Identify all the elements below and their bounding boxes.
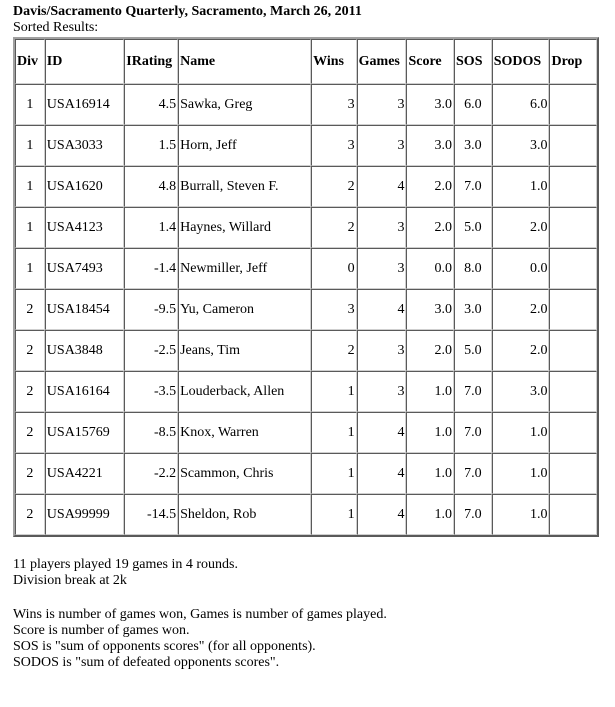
cell-id: USA16914 <box>45 84 124 125</box>
cell-score: 2.0 <box>406 166 454 207</box>
cell-sodos: 1.0 <box>492 166 550 207</box>
cell-drop <box>549 84 597 125</box>
cell-games: 3 <box>357 248 407 289</box>
cell-irating: 1.4 <box>124 207 178 248</box>
cell-wins: 2 <box>311 166 357 207</box>
cell-drop <box>549 371 597 412</box>
cell-drop <box>549 412 597 453</box>
cell-sos: 3.0 <box>454 125 492 166</box>
table-row <box>15 207 597 248</box>
summary <box>13 557 609 589</box>
cell-id: USA4221 <box>45 453 124 494</box>
cell-sodos: 1.0 <box>492 453 550 494</box>
cell-sodos: 3.0 <box>492 371 550 412</box>
cell-name: Newmiller, Jeff <box>178 248 311 289</box>
cell-div: 2 <box>15 494 45 535</box>
cell-drop <box>549 494 597 535</box>
note-sos: SOS is "sum of opponents scores" (for all opponents). <box>13 639 316 654</box>
cell-score: 3.0 <box>406 125 454 166</box>
column-header-score: Score <box>406 39 454 84</box>
cell-sos: 7.0 <box>454 453 492 494</box>
table-row <box>15 330 597 371</box>
table-row <box>15 166 597 207</box>
cell-sodos: 2.0 <box>492 289 550 330</box>
cell-drop <box>549 330 597 371</box>
cell-id: USA3033 <box>45 125 124 166</box>
cell-wins: 1 <box>311 494 357 535</box>
cell-games: 4 <box>357 412 407 453</box>
cell-games: 3 <box>357 84 407 125</box>
cell-score: 2.0 <box>406 330 454 371</box>
column-header-wins: Wins <box>311 39 357 84</box>
cell-games: 4 <box>357 289 407 330</box>
cell-div: 1 <box>15 166 45 207</box>
column-header-drop: Drop <box>549 39 597 84</box>
cell-irating: -3.5 <box>124 371 178 412</box>
cell-irating: -2.5 <box>124 330 178 371</box>
results-body <box>15 84 597 535</box>
cell-drop <box>549 207 597 248</box>
cell-div: 1 <box>15 248 45 289</box>
cell-irating: -8.5 <box>124 412 178 453</box>
results-table <box>13 37 599 537</box>
cell-wins: 1 <box>311 371 357 412</box>
cell-div: 2 <box>15 371 45 412</box>
cell-drop <box>549 289 597 330</box>
cell-irating: 4.5 <box>124 84 178 125</box>
notes <box>13 607 609 671</box>
table-row <box>15 494 597 535</box>
table-row <box>15 248 597 289</box>
cell-games: 4 <box>357 494 407 535</box>
cell-drop <box>549 125 597 166</box>
cell-score: 1.0 <box>406 453 454 494</box>
cell-games: 3 <box>357 330 407 371</box>
cell-sodos: 2.0 <box>492 207 550 248</box>
cell-sos: 7.0 <box>454 494 492 535</box>
table-row <box>15 289 597 330</box>
cell-games: 3 <box>357 125 407 166</box>
cell-id: USA15769 <box>45 412 124 453</box>
cell-score: 0.0 <box>406 248 454 289</box>
cell-name: Louderback, Allen <box>178 371 311 412</box>
cell-irating: -14.5 <box>124 494 178 535</box>
column-header-div: Div <box>15 39 45 84</box>
table-row <box>15 453 597 494</box>
column-header-sos: SOS <box>454 39 492 84</box>
cell-id: USA99999 <box>45 494 124 535</box>
cell-sodos: 6.0 <box>492 84 550 125</box>
cell-drop <box>549 248 597 289</box>
cell-sos: 3.0 <box>454 289 492 330</box>
cell-name: Sheldon, Rob <box>178 494 311 535</box>
cell-irating: 4.8 <box>124 166 178 207</box>
table-row <box>15 412 597 453</box>
cell-irating: -1.4 <box>124 248 178 289</box>
cell-sos: 8.0 <box>454 248 492 289</box>
table-row <box>15 371 597 412</box>
cell-name: Burrall, Steven F. <box>178 166 311 207</box>
cell-div: 2 <box>15 289 45 330</box>
column-header-games: Games <box>357 39 407 84</box>
cell-name: Haynes, Willard <box>178 207 311 248</box>
cell-sos: 7.0 <box>454 412 492 453</box>
cell-sos: 5.0 <box>454 330 492 371</box>
cell-irating: -2.2 <box>124 453 178 494</box>
cell-sodos: 1.0 <box>492 494 550 535</box>
cell-drop <box>549 166 597 207</box>
cell-sodos: 1.0 <box>492 412 550 453</box>
cell-score: 1.0 <box>406 412 454 453</box>
cell-score: 1.0 <box>406 371 454 412</box>
cell-score: 2.0 <box>406 207 454 248</box>
cell-sos: 5.0 <box>454 207 492 248</box>
cell-wins: 3 <box>311 125 357 166</box>
cell-name: Scammon, Chris <box>178 453 311 494</box>
cell-wins: 3 <box>311 84 357 125</box>
table-row <box>15 84 597 125</box>
cell-id: USA18454 <box>45 289 124 330</box>
table-header-row <box>15 39 597 84</box>
table-row <box>15 125 597 166</box>
cell-sodos: 3.0 <box>492 125 550 166</box>
cell-wins: 3 <box>311 289 357 330</box>
column-header-name: Name <box>178 39 311 84</box>
cell-name: Knox, Warren <box>178 412 311 453</box>
column-header-id: ID <box>45 39 124 84</box>
cell-games: 4 <box>357 453 407 494</box>
cell-div: 1 <box>15 84 45 125</box>
cell-drop <box>549 453 597 494</box>
cell-wins: 0 <box>311 248 357 289</box>
column-header-sodos: SODOS <box>492 39 550 84</box>
cell-name: Sawka, Greg <box>178 84 311 125</box>
cell-irating: -9.5 <box>124 289 178 330</box>
summary-division-break: Division break at 2k <box>13 573 127 588</box>
cell-id: USA4123 <box>45 207 124 248</box>
cell-name: Horn, Jeff <box>178 125 311 166</box>
cell-wins: 2 <box>311 207 357 248</box>
cell-wins: 1 <box>311 412 357 453</box>
column-header-irating: IRating <box>124 39 178 84</box>
summary-games-played: 11 players played 19 games in 4 rounds. <box>13 557 238 572</box>
cell-sodos: 0.0 <box>492 248 550 289</box>
cell-sos: 7.0 <box>454 371 492 412</box>
cell-games: 4 <box>357 166 407 207</box>
cell-div: 2 <box>15 453 45 494</box>
cell-id: USA3848 <box>45 330 124 371</box>
cell-score: 1.0 <box>406 494 454 535</box>
cell-id: USA1620 <box>45 166 124 207</box>
page <box>13 4 609 671</box>
cell-name: Yu, Cameron <box>178 289 311 330</box>
cell-games: 3 <box>357 371 407 412</box>
cell-name: Jeans, Tim <box>178 330 311 371</box>
cell-div: 1 <box>15 125 45 166</box>
page-subtitle: Sorted Results: <box>13 20 99 35</box>
cell-wins: 1 <box>311 453 357 494</box>
cell-div: 2 <box>15 330 45 371</box>
note-wins-games: Wins is number of games won, Games is number of games played. <box>13 607 387 622</box>
cell-sodos: 2.0 <box>492 330 550 371</box>
cell-sos: 6.0 <box>454 84 492 125</box>
cell-wins: 2 <box>311 330 357 371</box>
cell-div: 2 <box>15 412 45 453</box>
cell-id: USA7493 <box>45 248 124 289</box>
cell-score: 3.0 <box>406 84 454 125</box>
cell-irating: 1.5 <box>124 125 178 166</box>
page-title: Davis/Sacramento Quarterly, Sacramento, March 26, 2011 <box>13 4 362 19</box>
cell-sos: 7.0 <box>454 166 492 207</box>
cell-id: USA16164 <box>45 371 124 412</box>
note-score: Score is number of games won. <box>13 623 190 638</box>
cell-div: 1 <box>15 207 45 248</box>
note-sodos: SODOS is "sum of defeated opponents scores". <box>13 655 280 670</box>
cell-games: 3 <box>357 207 407 248</box>
cell-score: 3.0 <box>406 289 454 330</box>
